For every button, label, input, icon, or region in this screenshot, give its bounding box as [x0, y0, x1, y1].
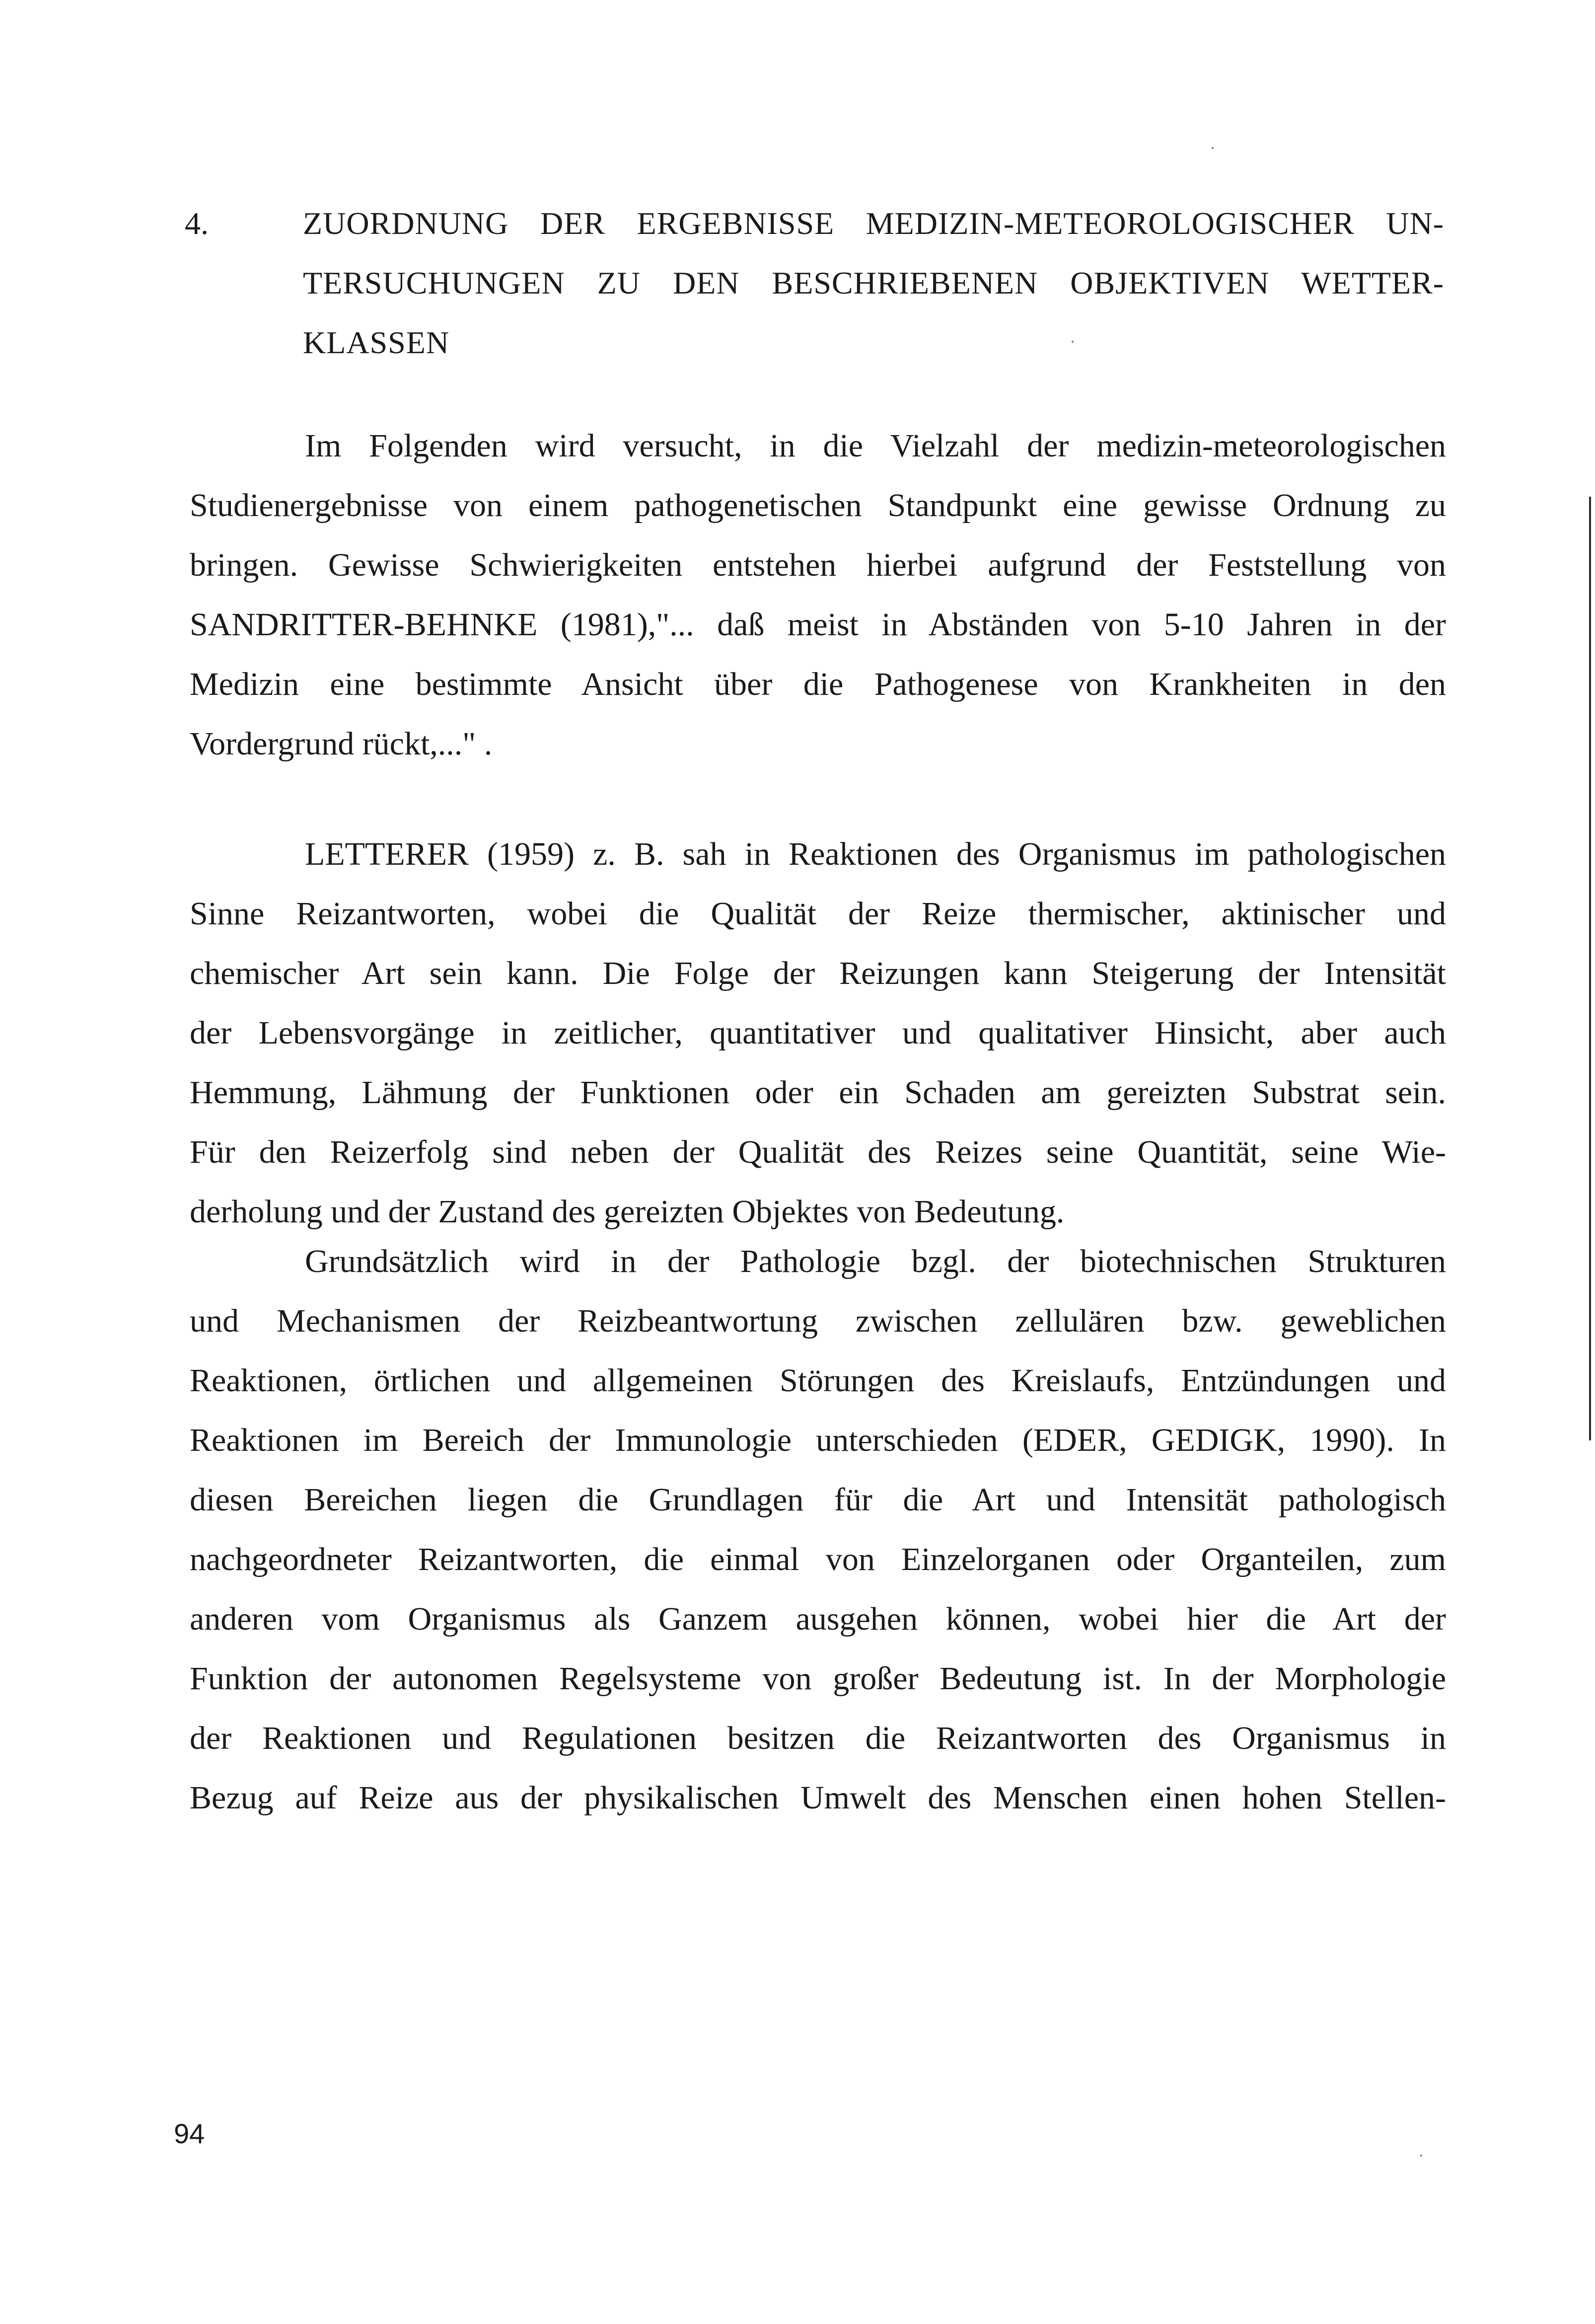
- text-line: nachgeordneter Reizantworten, die einmal von Einzelorganen oder Organteilen, zum: [190, 1541, 1446, 1577]
- text-line: Bezug auf Reize aus der physikalischen Umwelt des Menschen einen hohen Stellen-: [190, 1780, 1446, 1816]
- text-line: bringen. Gewisse Schwierigkeiten entstehen hierbei aufgrund der Feststellung von: [190, 547, 1446, 583]
- text-line: Grundsätzlich wird in der Pathologie bzgl. der biotechnischen Strukturen: [305, 1243, 1446, 1279]
- text-line: diesen Bereichen liegen die Grundlagen für die Art und Intensität pathologisch: [190, 1482, 1446, 1518]
- text-line: derholung und der Zustand des gereizten Objektes von Bedeutung.: [190, 1194, 1065, 1230]
- text-line: LETTERER (1959) z. B. sah in Reaktionen des Organismus im pathologischen: [305, 836, 1446, 872]
- text-line: Funktion der autonomen Regelsysteme von großer Bedeutung ist. In der Morphologie: [190, 1660, 1446, 1697]
- text-line: Hemmung, Lähmung der Funktionen oder ein Schaden am gereizten Substrat sein.: [190, 1074, 1446, 1111]
- paragraph-3: [190, 1232, 1446, 1828]
- text-line: und Mechanismen der Reizbeantwortung zwischen zellulären bzw. geweblichen: [190, 1303, 1446, 1339]
- text-line: Studienergebnisse von einem pathogenetischen Standpunkt eine gewisse Ordnung zu: [190, 487, 1446, 524]
- section-title-line: TERSUCHUNGEN ZU DEN BESCHRIEBENEN OBJEKTIVEN WETTER-: [303, 265, 1444, 300]
- text-line: Sinne Reizantworten, wobei die Qualität der Reize thermischer, aktinischer und: [190, 896, 1446, 932]
- scan-speck: [1212, 147, 1214, 149]
- text-line: der Reaktionen und Regulationen besitzen die Reizantworten des Organismus in: [190, 1720, 1446, 1756]
- text-line: anderen vom Organismus als Ganzem ausgehen können, wobei hier die Art der: [190, 1601, 1446, 1637]
- text-line: Reaktionen, örtlichen und allgemeinen Störungen des Kreislaufs, Entzündungen und: [190, 1362, 1446, 1399]
- text-line: Im Folgenden wird versucht, in die Vielzahl der medizin-meteorologischen: [305, 428, 1446, 464]
- section-title-line: KLASSEN: [303, 325, 450, 360]
- text-line: der Lebensvorgänge in zeitlicher, quantitativer und qualitativer Hinsicht, aber auch: [190, 1015, 1446, 1051]
- section-title: [303, 194, 1444, 373]
- text-line: Vordergrund rückt,..." .: [190, 726, 493, 762]
- text-line: Für den Reizerfolg sind neben der Qualität des Reizes seine Quantität, seine Wie-: [190, 1134, 1446, 1170]
- text-line: SANDRITTER-BEHNKE (1981),"... daß meist in Abständen von 5-10 Jahren in der: [190, 606, 1446, 643]
- text-line: chemischer Art sein kann. Die Folge der Reizungen kann Steigerung der Intensität: [190, 955, 1446, 991]
- page-number: 94: [174, 2118, 205, 2149]
- section-title-line: ZUORDNUNG DER ERGEBNISSE MEDIZIN-METEOROLOGISCHER UN-: [303, 206, 1444, 241]
- text-line: Reaktionen im Bereich der Immunologie unterschieden (EDER, GEDIGK, 1990). In: [190, 1422, 1446, 1458]
- scan-edge-line: [1589, 497, 1591, 1440]
- text-line: Medizin eine bestimmte Ansicht über die Pathogenese von Krankheiten in den: [190, 666, 1446, 702]
- paragraph-2: [190, 825, 1446, 1242]
- section-number: 4.: [185, 206, 209, 241]
- scan-speck: [1420, 2155, 1422, 2157]
- paragraph-1: [190, 416, 1446, 774]
